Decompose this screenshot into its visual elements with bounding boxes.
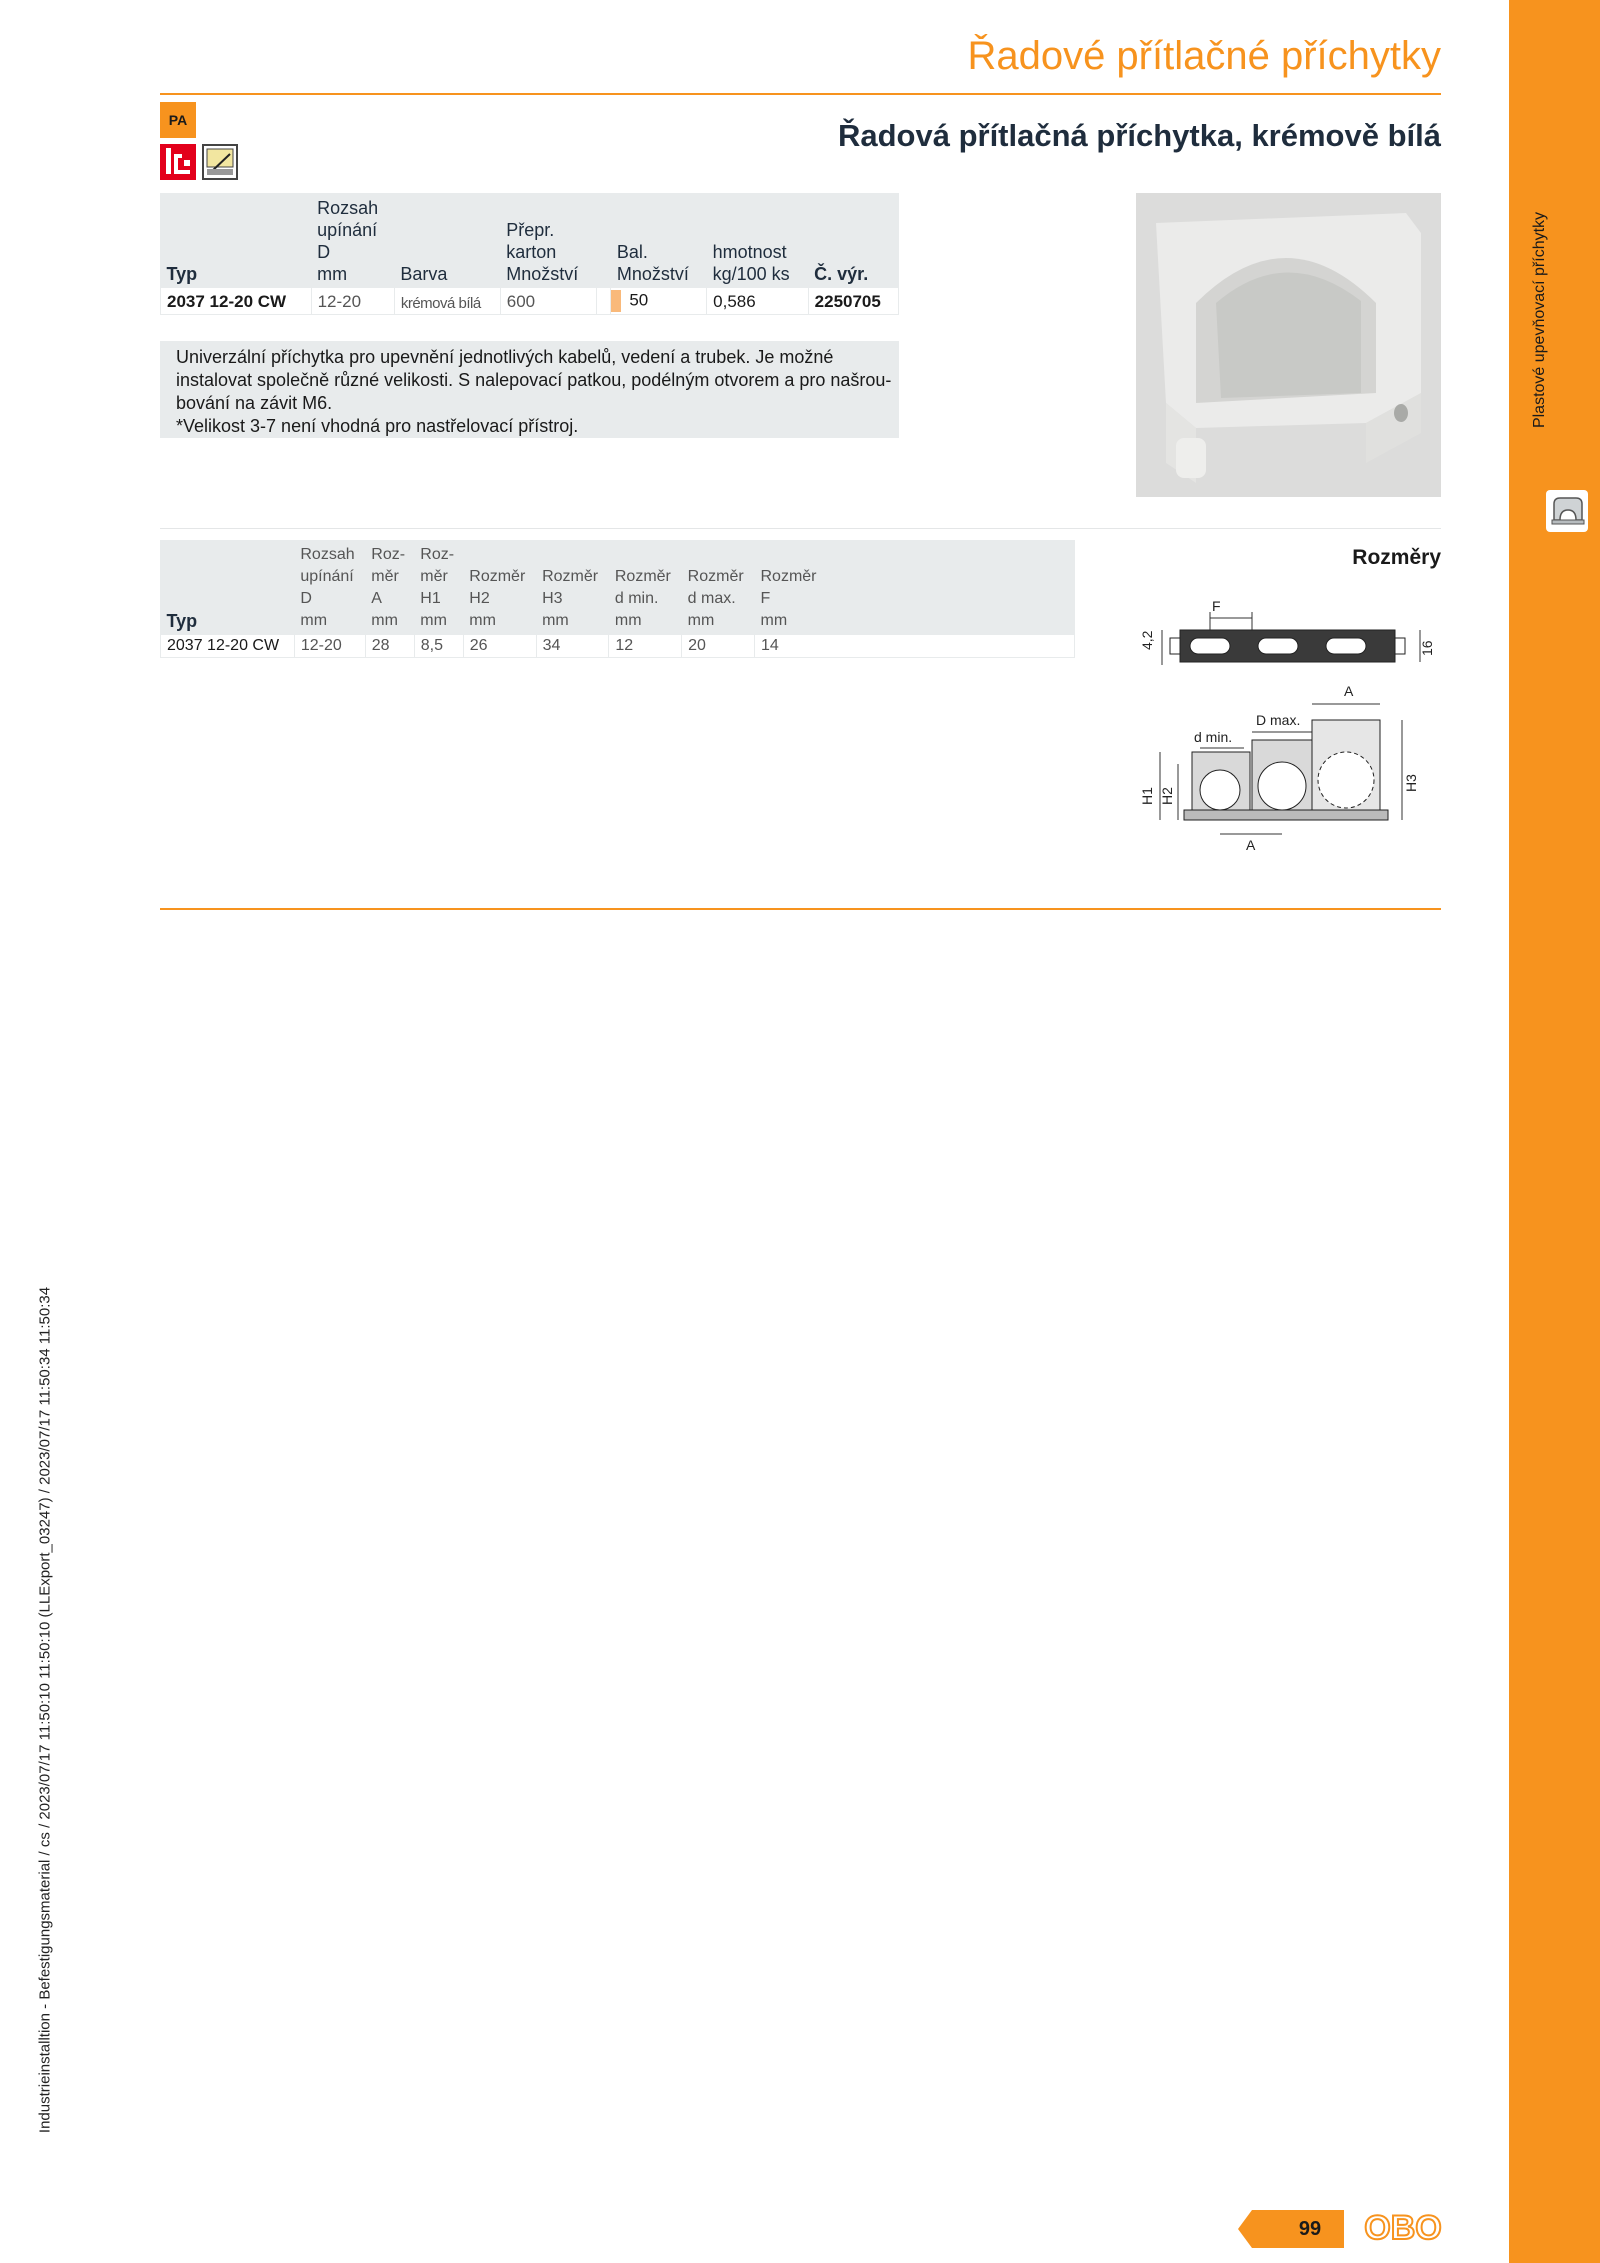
dim-a-top-label: A <box>1344 683 1354 699</box>
col-article: Č. výr. <box>814 264 869 284</box>
cell-pack-qty: 50 <box>611 288 707 315</box>
col-color: Barva <box>400 264 448 284</box>
cell-type: 2037 12-20 CW <box>161 288 312 315</box>
col-type: Typ <box>166 264 198 284</box>
cell-type: 2037 12-20 CW <box>161 635 295 658</box>
side-category-label: Plastové upevňovací příchytky <box>1531 211 1548 429</box>
cell-range: 12-20 <box>294 635 365 658</box>
pack-marker <box>611 290 621 312</box>
cell-h3: 34 <box>536 635 609 658</box>
col-pack: Bal. Množství <box>616 242 689 284</box>
dim-h2-label: H2 <box>1159 787 1175 805</box>
cell-dmax: 20 <box>682 635 755 658</box>
product-title: Řadová přítlačná příchytka, krémově bílá <box>837 118 1441 153</box>
col-type: Typ <box>166 611 198 631</box>
header-rule <box>160 93 1441 95</box>
col-dmin: Rozměr d min. mm <box>614 568 671 629</box>
cell-blank <box>596 288 611 315</box>
cell-h2: 26 <box>463 635 536 658</box>
section-divider <box>160 528 1441 529</box>
cell-f: 14 <box>755 635 1075 658</box>
dim-h1-label: H1 <box>1139 787 1155 805</box>
col-range: Rozsah upínání D mm <box>300 546 355 629</box>
cell-weight: 0,586 <box>707 288 809 315</box>
dimensions-title: Rozměry <box>1352 546 1441 569</box>
top-view-drawing <box>1140 590 1440 670</box>
footer-rule <box>160 908 1441 910</box>
cell-dmin: 12 <box>609 635 682 658</box>
dim-dmin-label: d min. <box>1194 729 1233 745</box>
col-h3: Rozměr H3 mm <box>542 568 599 629</box>
dim-42-label: 4,2 <box>1140 630 1155 650</box>
table-row <box>161 635 1075 658</box>
col-h1: Roz- měr H1 mm <box>420 546 455 629</box>
fire-class-icon <box>160 144 196 180</box>
table-row <box>161 288 899 315</box>
logo-text: OBO <box>1364 2209 1442 2245</box>
col-f: Rozměr F mm <box>760 568 817 629</box>
dim-h3-label: H3 <box>1403 774 1419 792</box>
col-weight: hmotnost kg/100 ks <box>712 242 790 284</box>
dim-16-label: 16 <box>1419 640 1435 656</box>
cell-article: 2250705 <box>808 288 898 315</box>
order-table <box>160 193 899 315</box>
cell-h1: 8,5 <box>414 635 463 658</box>
cell-a: 28 <box>365 635 414 658</box>
dim-dmax-label: D max. <box>1256 712 1301 728</box>
clip-icon <box>1546 490 1588 532</box>
adhesive-pad-icon <box>202 144 238 180</box>
cell-color: krémová bílá <box>394 288 500 315</box>
product-description: Univerzální příchytka pro upevnění jednotlivých kabelů, vedení a trubek. Je možné instalovat společně různé velikosti. S nalepovací patkou, podélným otvorem a pro našrou- bování na závit M6. *Velikost 3-7 není vhodná pro nastřelovací přístroj. <box>160 341 899 438</box>
col-range: Rozsah upínání D mm <box>317 198 379 284</box>
side-band <box>1509 0 1600 2263</box>
obo-logo <box>1363 2209 1443 2245</box>
material-badge: PA <box>160 102 196 138</box>
dim-a-bottom-label: A <box>1246 837 1256 853</box>
col-a: Roz- měr A mm <box>371 546 406 629</box>
col-carton: Přepr. karton Množství <box>506 220 579 284</box>
dimensions-table <box>160 540 1075 658</box>
page-number: 99 <box>1298 2218 1322 2240</box>
profile-drawing <box>1112 680 1442 860</box>
col-h2: Rozměr H2 mm <box>469 568 526 629</box>
col-dmax: Rozměr d max. mm <box>687 568 744 629</box>
product-photo <box>1136 193 1441 497</box>
cell-range: 12-20 <box>311 288 394 315</box>
dim-f-label: F <box>1212 598 1221 614</box>
print-metadata: Industrieinstalltion - Befestigungsmaterial / cs / 2023/07/17 11:50:10 11:50:10 (LLExport_03247) / 2023/07/17 11:50:34 11:50:34 <box>36 1286 54 2134</box>
page-title: Řadové přítlačné příchytky <box>967 34 1441 78</box>
cell-carton-qty: 600 <box>500 288 596 315</box>
col-blank <box>596 193 611 288</box>
